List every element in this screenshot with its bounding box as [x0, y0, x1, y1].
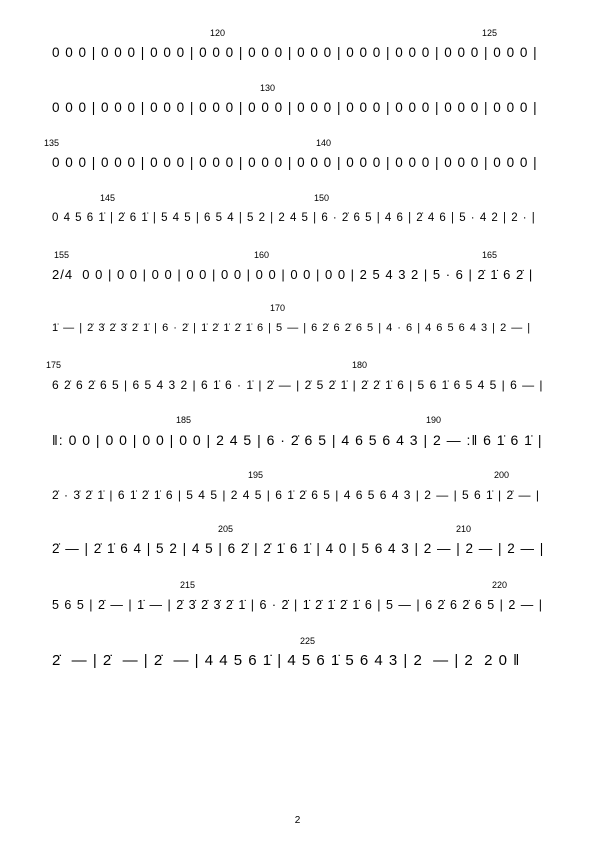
measure-number-205: 205 [218, 524, 234, 534]
measure-number-220: 220 [492, 580, 508, 590]
system-6 [52, 303, 546, 339]
system-8 [52, 415, 546, 451]
system-3 [44, 138, 546, 174]
measure-number-145: 145 [100, 193, 116, 203]
system-11 [52, 580, 546, 616]
measure-number-190: 190 [426, 415, 442, 425]
notation-line: 5 6 5 | 2̇ — | 1̇ — | 2̇ 3̇ 2̇ 3̇ 2̇ 1̇ | 6 · 2̇ | 1̇ 2̇ 1̇ 2̇ 1̇ 6 | 5 — | 6 2̇ 6 2̇ 6 5 | 2 — | [52, 598, 544, 612]
measure-number-130: 130 [260, 83, 276, 93]
system-7 [46, 360, 546, 396]
notation-line: 2̇ — | 2̇ 1̇ 6 4 | 5 2 | 4 5 | 6 2̇ | 2̇ 1̇ 6 1̇ | 4 0 | 5 6 4 3 | 2 — | 2 — | 2 — | [52, 541, 545, 556]
measure-number-225: 225 [300, 636, 316, 646]
notation-line: 2̇ — | 2̇ — | 2̇ — | 4 4 5 6 1̇ | 4 5 6 1̇ 5 6 4 3 | 2 — | 2 2 0 ‖ [52, 652, 521, 669]
system-5 [52, 250, 546, 286]
measure-number-165: 165 [482, 250, 498, 260]
notation-line: 1̇ — | 2̇ 3̇ 2̇ 3̇ 2̇ 1̇ | 6 · 2̇ | 1̇ 2̇ 1̇ 2̇ 1̇ 6 | 5 — | 6 2̇ 6 2̇ 6 5 | 4 · 6 | 4 6 5 6 4 3 | 2 — | [52, 322, 532, 334]
measure-number-160: 160 [254, 250, 270, 260]
measure-number-170: 170 [270, 303, 286, 313]
notation-line: 0 0 0 | 0 0 0 | 0 0 0 | 0 0 0 | 0 0 0 | 0 0 0 | 0 0 0 | 0 0 0 | 0 0 0 | 0 0 0 | [52, 45, 538, 60]
measure-number-175: 175 [46, 360, 62, 370]
measure-number-125: 125 [482, 28, 498, 38]
measure-number-155: 155 [54, 250, 70, 260]
measure-number-185: 185 [176, 415, 192, 425]
system-1 [52, 28, 546, 64]
measure-number-180: 180 [352, 360, 368, 370]
notation-line: 0 4 5 6 1̇ | 2̇ 6 1̇ | 5 4 5 | 6 5 4 | 5 2 | 2 4 5 | 6 · 2̇ 6 5 | 4 6 | 2̇ 4 6 | 5 · 4 2 | 2 · | [52, 212, 536, 224]
page-number: 2 [294, 815, 301, 826]
measure-number-195: 195 [248, 470, 264, 480]
system-9 [52, 470, 546, 506]
measure-number-150: 150 [314, 193, 330, 203]
system-2 [52, 83, 546, 119]
notation-line: 0 0 0 | 0 0 0 | 0 0 0 | 0 0 0 | 0 0 0 | 0 0 0 | 0 0 0 | 0 0 0 | 0 0 0 | 0 0 0 | [52, 155, 538, 170]
notation-line: 6 2̇ 6 2̇ 6 5 | 6 5 4 3 2 | 6 1̇ 6 · 1̇ | 2̇ — | 2̇ 5 2̇ 1̇ | 2̇ 2̇ 1̇ 6 | 5 6 1̇ 6 5 4 5 | 6 — | [52, 378, 544, 392]
measure-number-200: 200 [494, 470, 510, 480]
system-10 [52, 524, 546, 560]
measure-number-120: 120 [210, 28, 226, 38]
measure-number-210: 210 [456, 524, 472, 534]
measure-number-140: 140 [316, 138, 332, 148]
measure-number-215: 215 [180, 580, 196, 590]
measure-number-135: 135 [44, 138, 60, 148]
notation-line: ‖: 0 0 | 0 0 | 0 0 | 0 0 | 2 4 5 | 6 · 2̇ 6 5 | 4 6 5 6 4 3 | 2 — :‖ 6 1̇ 6 1̇ | [52, 432, 543, 448]
notation-line: 2/4 0 0 | 0 0 | 0 0 | 0 0 | 0 0 | 0 0 | 0 0 | 0 0 | 2 5 4 3 2 | 5 · 6 | 2̇ 1̇ 6 2̇ | [52, 267, 534, 282]
notation-line: 0 0 0 | 0 0 0 | 0 0 0 | 0 0 0 | 0 0 0 | 0 0 0 | 0 0 0 | 0 0 0 | 0 0 0 | 0 0 0 | [52, 100, 538, 115]
system-12 [52, 636, 546, 672]
notation-line: 2̇ · 3̇ 2̇ 1̇ | 6 1̇ 2̇ 1̇ 6 | 5 4 5 | 2 4 5 | 6 1̇ 2̇ 6 5 | 4 6 5 6 4 3 | 2 — | 5 6 1̇ | 2̇ — | [52, 488, 540, 502]
system-4 [52, 193, 546, 229]
